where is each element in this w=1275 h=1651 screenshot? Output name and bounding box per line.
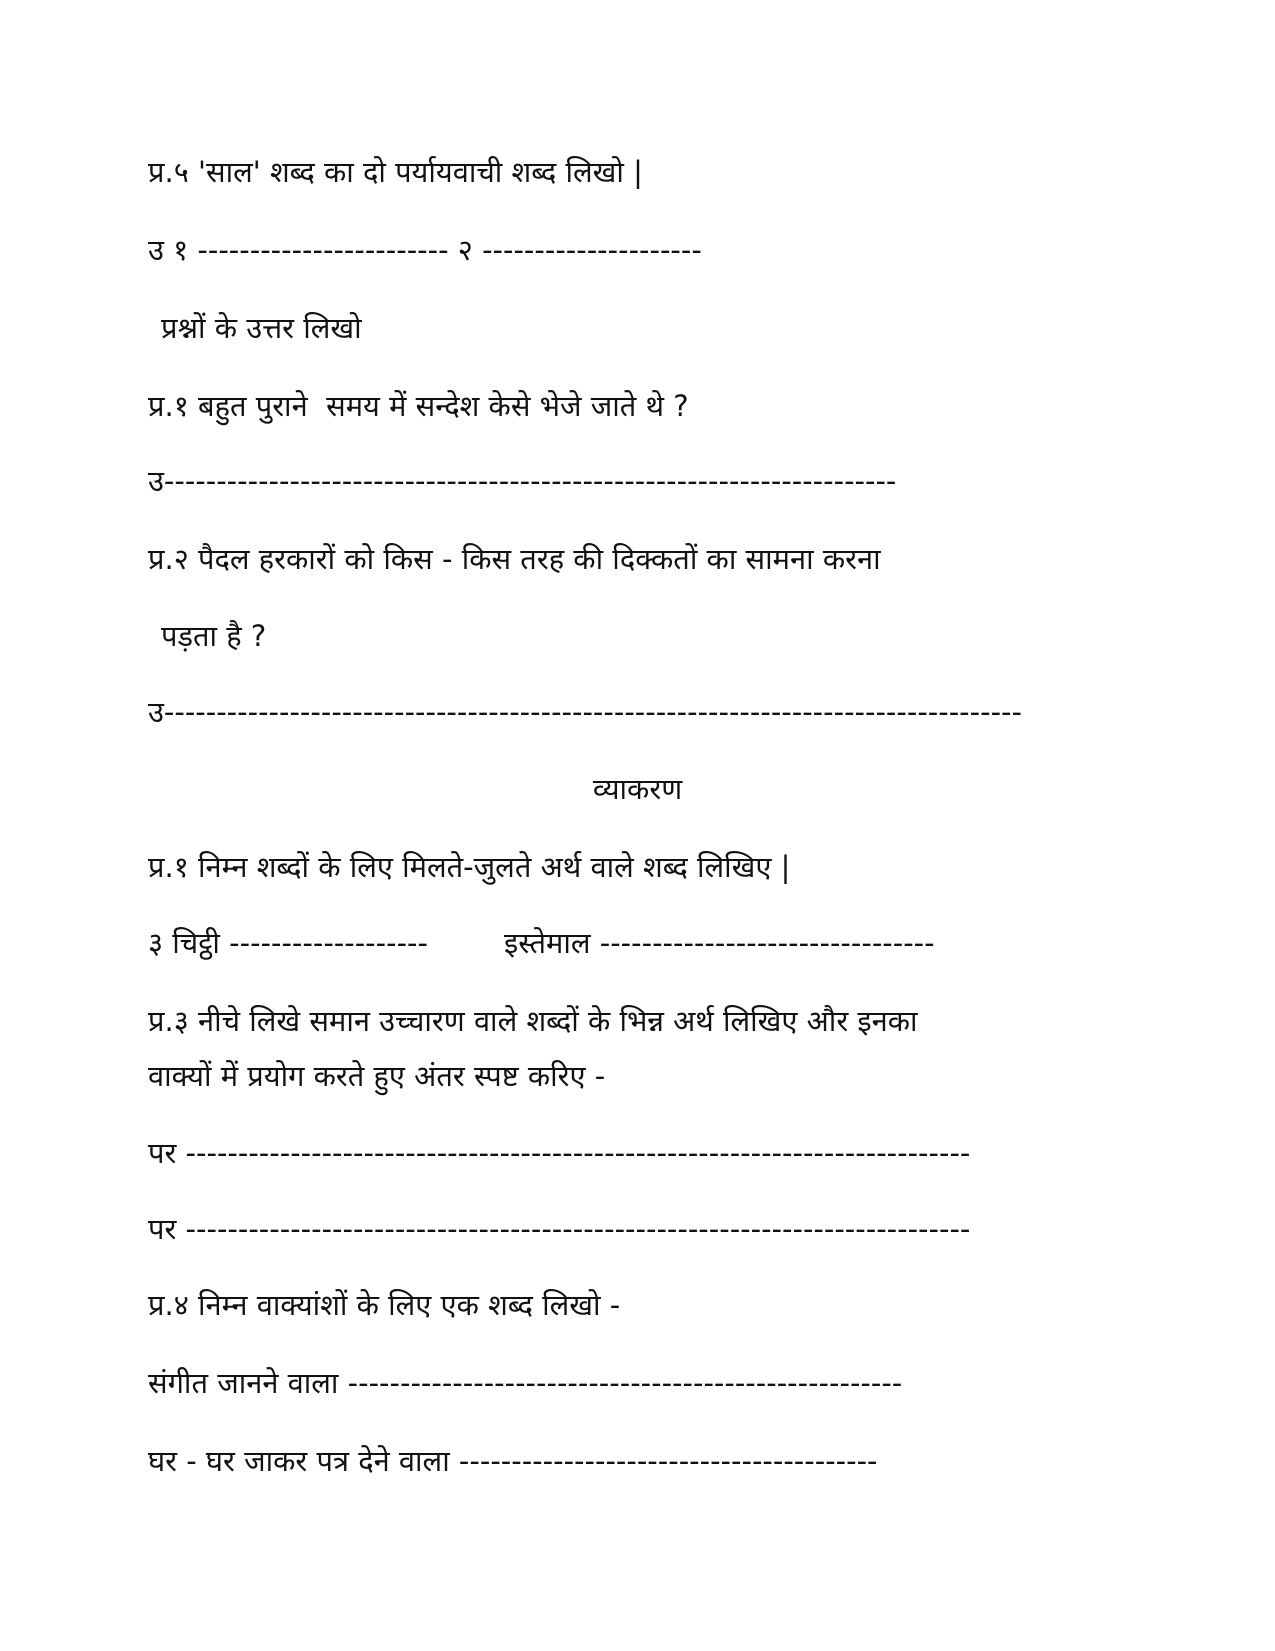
section-heading-answer-questions: प्रश्नों के उत्तर लिखो bbox=[161, 311, 362, 345]
question-1-answer-line: उ---------------------------------------------------------------------- bbox=[148, 464, 897, 498]
grammar-section-title: व्याकरण bbox=[592, 772, 683, 806]
grammar-q3-par-blank-2: पर --------------------------------------------------------------------------- bbox=[148, 1212, 971, 1246]
question-5-synonyms: प्र.५ 'साल' शब्द का दो पर्यायवाची शब्द लिखो | bbox=[148, 155, 643, 189]
question-2-line-2: पड़ता है ? bbox=[161, 619, 267, 653]
grammar-q1-item-chitthi: ३ चिट्ठी ------------------- bbox=[148, 926, 428, 960]
grammar-q4-item-postman: घर - घर जाकर पत्र देने वाला ---------------------------------------- bbox=[148, 1444, 878, 1478]
question-5-answer-blanks: उ १ ------------------------ २ --------------------- bbox=[148, 233, 702, 267]
question-2-answer-line: उ---------------------------------------------------------------------------------- bbox=[148, 695, 1022, 729]
grammar-question-1-items bbox=[148, 924, 935, 962]
grammar-question-1: प्र.१ निम्न शब्दों के लिए मिलते-जुलते अर्थ वाले शब्द लिखिए | bbox=[148, 850, 791, 884]
grammar-question-4: प्र.४ निम्न वाक्यांशों के लिए एक शब्द लिखो - bbox=[148, 1288, 621, 1322]
question-2-line-1: प्र.२ पैदल हरकारों को किस - किस तरह की दिक्कतों का सामना करना bbox=[148, 542, 881, 576]
grammar-q3-par-blank-1: पर --------------------------------------------------------------------------- bbox=[148, 1136, 971, 1170]
question-1: प्र.१ बहुत पुराने समय में सन्देश केसे भेजे जाते थे ? bbox=[148, 389, 689, 423]
grammar-question-3-line-2: वाक्यों में प्रयोग करते हुए अंतर स्पष्ट करिए - bbox=[148, 1059, 606, 1093]
grammar-question-3-line-1: प्र.३ नीचे लिखे समान उच्चारण वाले शब्दों के भिन्न अर्थ लिखिए और इनका bbox=[148, 1004, 918, 1038]
grammar-q1-item-istemal: इस्तेमाल -------------------------------- bbox=[503, 926, 935, 960]
grammar-q4-item-musician: संगीत जानने वाला ----------------------------------------------------- bbox=[148, 1366, 903, 1400]
